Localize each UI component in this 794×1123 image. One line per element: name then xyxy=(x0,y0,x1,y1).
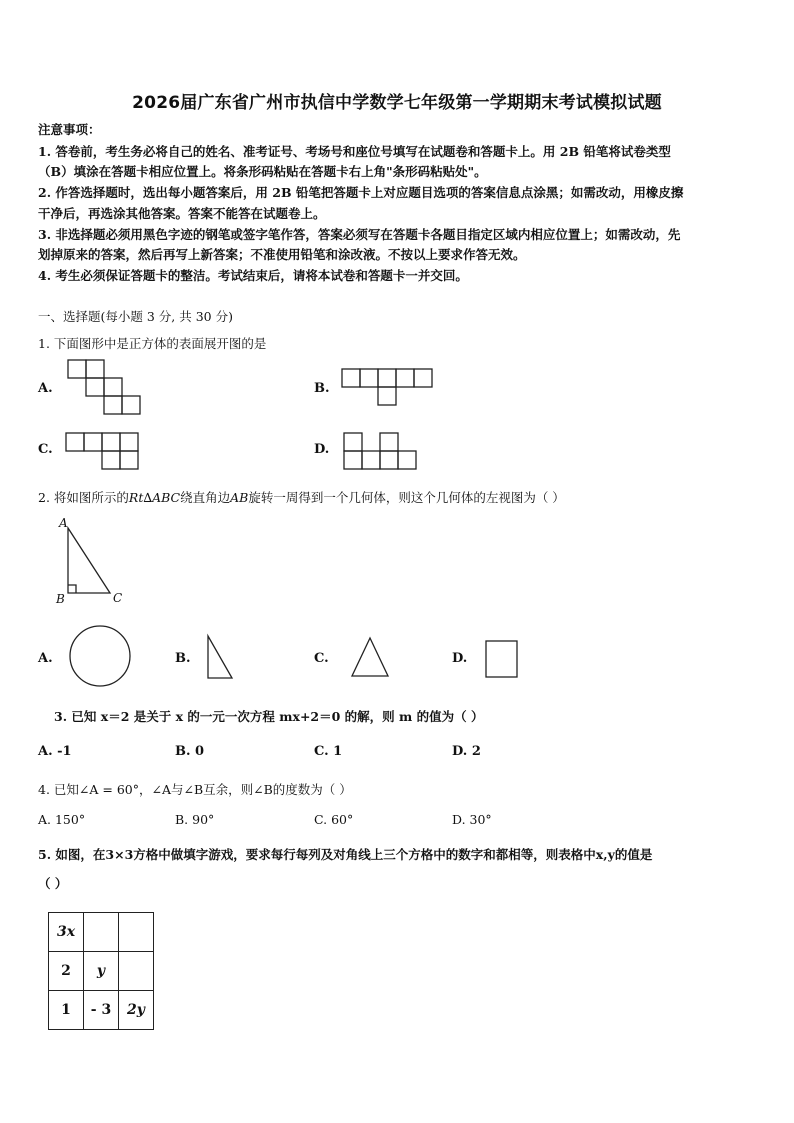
question-4-stem: 4. 已知∠A = 60°，∠A与∠B互余，则∠B的度数为（ ） xyxy=(38,782,352,797)
q2-option-b-label: B. xyxy=(175,651,191,666)
notice-line-4: 干净后，再选涂其他答案。答案不能答在试题卷上。 xyxy=(38,206,326,221)
q2-label-b: B xyxy=(56,592,65,606)
q2-stem-math-triangle: Rt∆ABC xyxy=(128,490,181,505)
grid-cell xyxy=(119,952,154,991)
q4-option-c: C. 60° xyxy=(314,812,354,827)
notice-line-3: 2. 作答选择题时，选出每小题答案后，用 2B 铅笔把答题卡上对应题目选项的答案信息点涂黑；如需改动，用橡皮擦 xyxy=(38,185,684,200)
q1-option-b-label: B. xyxy=(314,381,330,396)
q2-stem-math-ab: AB xyxy=(230,490,249,505)
grid-cell: y xyxy=(84,952,119,991)
q2-label-c: C xyxy=(113,591,123,605)
notice-line-1: 1. 答卷前，考生务必将自己的姓名、准考证号、考场号和座位号填写在试题卷和答题卡上。用 2B 铅笔将试卷类型 xyxy=(38,144,671,159)
q2-stem-post: 旋转一周得到一个几何体，则这个几何体的左视图为（ ） xyxy=(248,490,565,505)
q2-option-a-label: A. xyxy=(38,651,53,666)
q1-option-d-label: D. xyxy=(314,442,330,457)
grid-cell: 1 xyxy=(49,991,84,1030)
notice-line-6: 划掉原来的答案，然后再写上新答案；不准使用铅笔和涂改液。不按以上要求作答无效。 xyxy=(38,247,526,262)
notice-line-2: （B）填涂在答题卡相应位置上。将条形码粘贴在答题卡右上角"条形码粘贴处"。 xyxy=(38,164,487,179)
q4-option-b: B. 90° xyxy=(175,812,215,827)
q2-option-d-label: D. xyxy=(452,651,468,666)
q3-option-a: A. -1 xyxy=(38,744,72,759)
grid-cell xyxy=(84,913,119,952)
notice-line-7: 4. 考生必须保证答题卡的整洁。考试结束后，请将本试卷和答题卡一并交回。 xyxy=(38,268,468,283)
q5-number-grid xyxy=(48,912,154,1030)
page-title: 2026届广东省广州市执信中学数学七年级第一学期期末考试模拟试题 xyxy=(132,93,662,113)
q1-option-c-label: C. xyxy=(38,442,53,457)
question-1-stem: 1. 下面图形中是正方体的表面展开图的是 xyxy=(38,336,267,351)
q3-option-c: C. 1 xyxy=(314,744,343,759)
section-heading: 一、选择题(每小题 3 分, 共 30 分) xyxy=(38,309,233,324)
grid-cell: 3x xyxy=(49,913,84,952)
question-3-stem: 3. 已知 x＝2 是关于 x 的一元一次方程 mx+2＝0 的解，则 m 的值为（ ） xyxy=(54,709,484,724)
question-5-blank: （ ） xyxy=(38,876,68,891)
q1-option-a-label: A. xyxy=(38,381,53,396)
grid-cell xyxy=(119,913,154,952)
grid-cell: 2 xyxy=(49,952,84,991)
notice-heading: 注意事项： xyxy=(38,122,101,137)
notice-line-5: 3. 非选择题必须用黑色字迹的钢笔或签字笔作答，答案必须写在答题卡各题目指定区域内相应位置上；如需改动，先 xyxy=(38,227,681,242)
question-5-stem: 5. 如图，在3×3方格中做填字游戏，要求每行每列及对角线上三个方格中的数字和都相等，则表格中x,y的值是 xyxy=(38,847,653,862)
q4-option-a: A. 150° xyxy=(38,812,86,827)
q2-stem-pre: 2. 将如图所示的 xyxy=(38,490,129,505)
q2-option-c-label: C. xyxy=(314,651,329,666)
grid-cell: 2y xyxy=(119,991,154,1030)
q3-option-d: D. 2 xyxy=(452,744,481,759)
grid-cell: - 3 xyxy=(84,991,119,1030)
q3-option-b: B. 0 xyxy=(175,744,205,759)
q2-stem-mid: 绕直角边 xyxy=(180,490,231,505)
q2-label-a: A xyxy=(59,516,68,530)
q4-option-d: D. 30° xyxy=(452,812,492,827)
